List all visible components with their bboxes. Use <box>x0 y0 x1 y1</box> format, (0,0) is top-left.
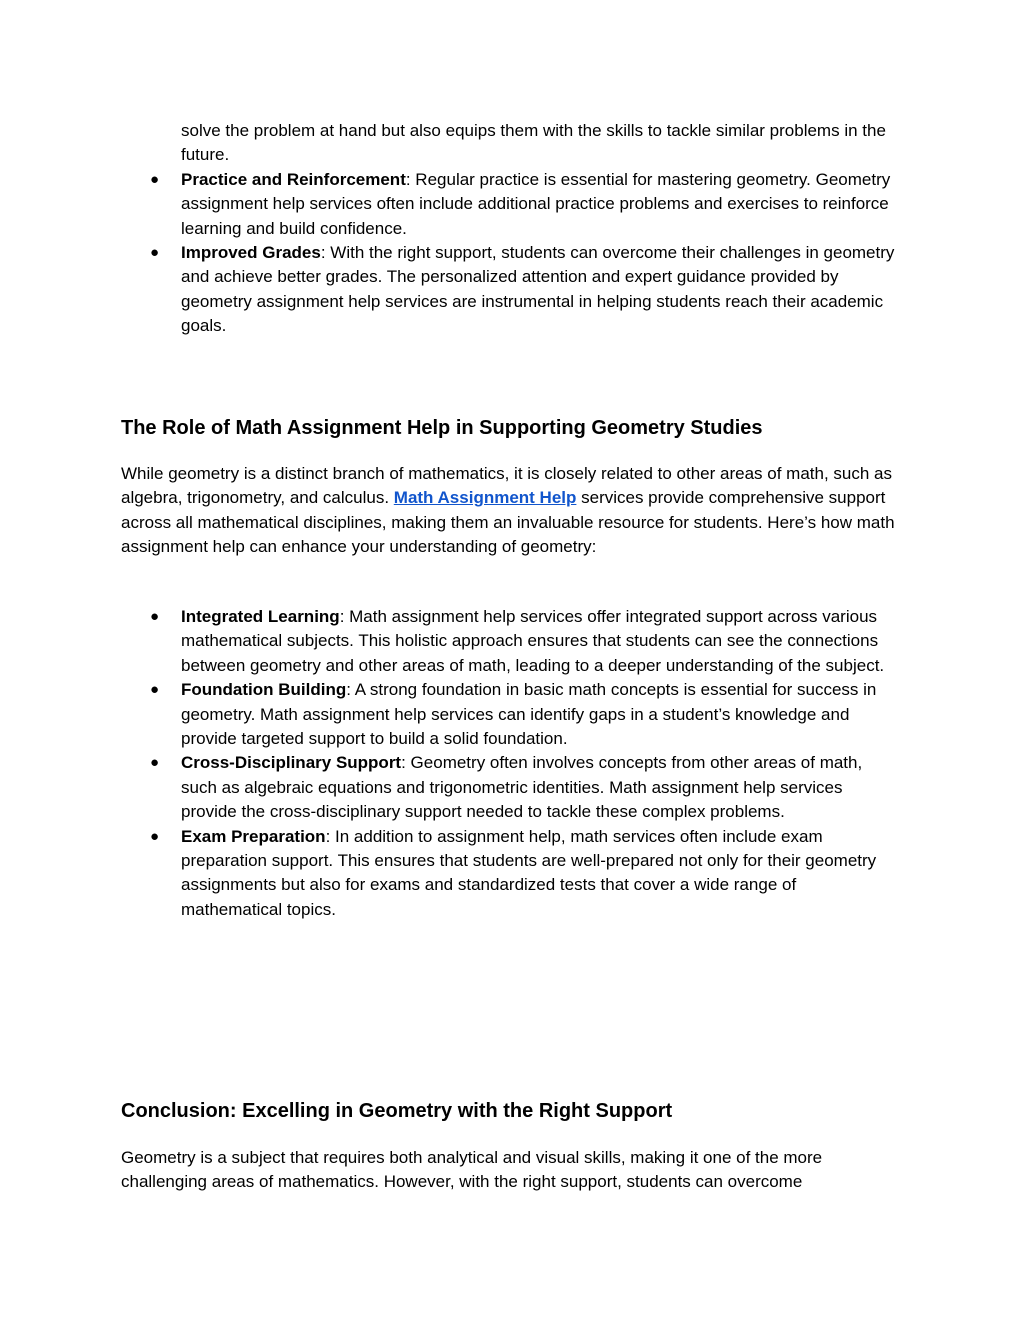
list-item-text: : In addition to assignment help, math services often include exam preparation support. This ensures that students are well-prepared not only for their geometry assignments but also for exams and standardized tests that cover a wide range of mathematical topics. <box>181 826 877 919</box>
list-item <box>0 168 901 241</box>
list-item-continuation: solve the problem at hand but also equips them with the skills to tackle similar problems in the future. <box>181 121 886 165</box>
bullet-icon: ● <box>150 170 160 188</box>
list-item <box>0 825 901 923</box>
list-item-term: Practice and Reinforcement <box>181 169 406 189</box>
list-item-text: : A strong foundation in basic math concepts is essential for success in geometry. Math assignment help services can identify gaps in a student’s knowledge and provide targeted support to build a solid foundation. <box>181 680 877 749</box>
section-role-paragraph <box>121 462 901 560</box>
bullet-icon: ● <box>150 827 160 845</box>
list-item <box>0 751 901 824</box>
list-item-term: Exam Preparation <box>181 826 326 846</box>
conclusion-paragraph: Geometry is a subject that requires both analytical and visual skills, making it one of the more challenging areas of mathematics. However, with the right support, students can overcome <box>121 1148 823 1192</box>
list-item-term: Improved Grades <box>181 243 321 263</box>
paragraph-text-after-link: services provide comprehensive support across all mathematical disciplines, making them an invaluable resource for students. Here’s how math assignment help can enhance your understanding of geometry: <box>121 488 895 557</box>
intro-bullet-list <box>0 119 1024 339</box>
bullet-icon: ● <box>150 681 160 699</box>
list-item-term: Integrated Learning <box>181 607 340 626</box>
list-item <box>0 241 901 339</box>
role-bullet-list <box>0 605 1024 922</box>
list-item-text: : Math assignment help services offer integrated support across various mathematical subjects. This holistic approach ensures that students can see the connections between geometry and other areas of math, leading to a deeper understanding of the subject. <box>181 607 885 675</box>
paragraph-text-before-link: While geometry is a distinct branch of mathematics, it is closely related to other areas of math, such as algebra, trigonometry, and calculus. <box>121 464 893 508</box>
list-item-text: : Geometry often involves concepts from other areas of math, such as algebraic equations and trigonometric identities. Math assignment help services provide the cross-disciplinary support needed to tackle these complex problems. <box>181 753 863 822</box>
list-item-term: Cross-Disciplinary Support <box>181 753 402 773</box>
section-heading-role: The Role of Math Assignment Help in Supporting Geometry Studies <box>121 417 763 439</box>
bullet-icon: ● <box>150 608 160 625</box>
list-item-text: : With the right support, students can overcome their challenges in geometry and achieve better grades. The personalized attention and expert guidance provided by geometry assignment help services are instrumental in helping students reach their academic goals. <box>181 243 895 336</box>
list-item-text: : Regular practice is essential for mastering geometry. Geometry assignment help services often include additional practice problems and exercises to reinforce learning and build confidence. <box>181 169 891 238</box>
bullet-icon: ● <box>150 754 160 772</box>
list-item <box>0 605 901 678</box>
bullet-icon: ● <box>150 244 160 262</box>
list-item <box>0 678 901 751</box>
math-assignment-help-link[interactable]: Math Assignment Help <box>393 488 577 508</box>
list-item-term: Foundation Building <box>181 680 347 700</box>
section-heading-conclusion: Conclusion: Excelling in Geometry with the Right Support <box>121 1100 673 1122</box>
